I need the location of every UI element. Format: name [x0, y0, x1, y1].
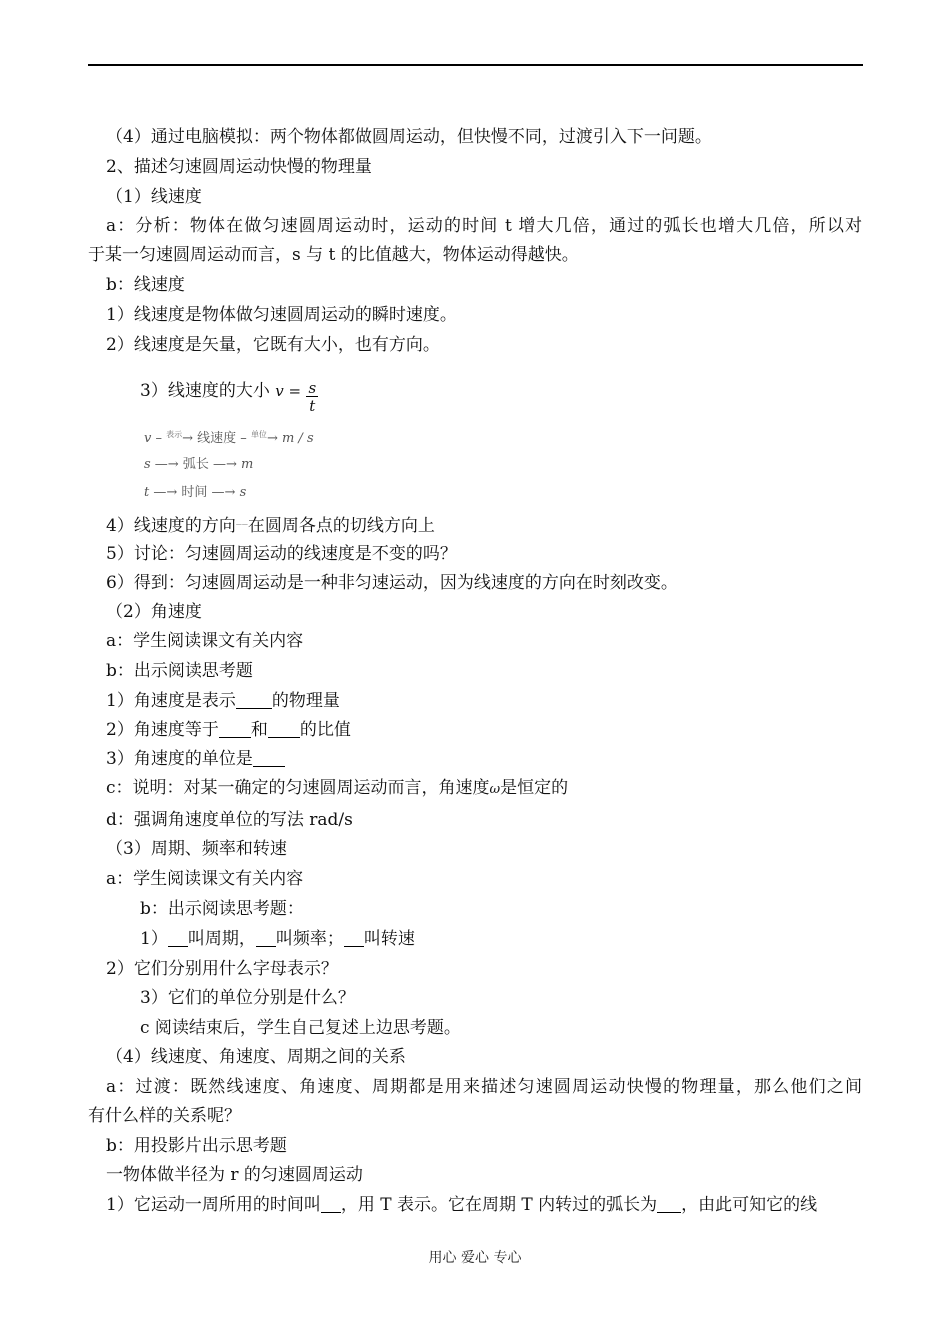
text-line [140, 928, 920, 950]
fill-blank [168, 930, 188, 947]
text-segment: 1）它运动一周所用的时间叫 [106, 1195, 321, 1215]
text-line: （2）角速度 [106, 602, 202, 622]
text-segment: ，用 T 表示。它在周期 T 内转过的弧长为 [340, 1195, 658, 1215]
formula-row: v – $^{表示}$→ 线速度 – $^{单位}$→ m / s [144, 430, 314, 446]
symbol: t [144, 485, 150, 500]
text-line: b：出示阅读思考题 [106, 661, 253, 681]
text-segment: c：说明：对某一确定的匀速圆周运动而言，角速度 [106, 778, 490, 798]
symbol: v [144, 431, 152, 446]
text-line: a：学生阅读课文有关内容 [106, 631, 304, 651]
text-line: 于某一匀速圆周运动而言，s 与 t 的比值越大，物体运动得越快。 [88, 245, 579, 265]
text-line: 2）线速度是矢量，它既有大小，也有方向。 [106, 335, 440, 355]
text-segment: 的物理量 [271, 691, 340, 711]
text-line: c 阅读结束后，学生自己复述上边思考题。 [140, 1018, 461, 1038]
text-label: 3）线速度的大小 [140, 381, 270, 401]
page-footer: 用心 爱心 专心 [428, 1250, 522, 1266]
text-line [106, 1194, 866, 1216]
text-line [106, 719, 886, 741]
text-line: a：学生阅读课文有关内容 [106, 869, 304, 889]
text-line: b：线速度 [106, 275, 185, 295]
fill-blank [268, 721, 300, 738]
unit: m [241, 457, 254, 472]
text-line: 5）讨论：匀速圆周运动的线速度是不变的吗？ [106, 544, 457, 564]
text-line: a：分析：物体在做匀速圆周运动时，运动的时间 t 增大几倍，通过的弧长也增大几倍，所以对 [106, 216, 862, 236]
text-segment: 4）线速度的方向 [106, 516, 236, 536]
header-rule [88, 64, 863, 66]
text-line: 4）线速度的方向——在圆周各点的切线方向上 [106, 516, 435, 536]
text-line: （4）线速度、角速度、周期之间的关系 [106, 1047, 406, 1067]
label: 弧长 [182, 457, 209, 472]
fill-blank [219, 721, 251, 738]
text-segment: 叫转速 [363, 929, 415, 949]
text-line: 一物体做半径为 r 的匀速圆周运动 [106, 1165, 363, 1185]
text-segment: 和 [250, 720, 268, 740]
text-line [106, 777, 886, 801]
text-segment: 叫频率； [275, 929, 344, 949]
text-line: 3）它们的单位分别是什么？ [140, 988, 355, 1008]
unit: m / s [281, 431, 314, 446]
text-line: 有什么样的关系呢？ [88, 1106, 241, 1126]
text-segment: 1） [140, 929, 168, 949]
omega-symbol: ω [489, 782, 501, 797]
text-line: a：过渡：既然线速度、角速度、周期都是用来描述匀速圆周运动快慢的物理量，那么他们之间 [106, 1077, 862, 1097]
text-line: （1）线速度 [106, 187, 202, 207]
text-line: 2）它们分别用什么字母表示？ [106, 959, 338, 979]
fill-blank [344, 930, 364, 947]
text-segment: 2）角速度等于 [106, 720, 219, 740]
text-segment: 的比值 [299, 720, 351, 740]
text-segment: 3）角速度的单位是 [106, 749, 253, 769]
formula-v: v = [275, 382, 302, 400]
text-line: b：用投影片出示思考题 [106, 1136, 287, 1156]
fill-blank [657, 1196, 681, 1213]
formula-row: t —→ 时间 —→ s [144, 485, 247, 500]
text-segment: 在圆周各点的切线方向上 [247, 516, 435, 536]
unit: s [239, 485, 247, 500]
text-line: 2、描述匀速圆周运动快慢的物理量 [106, 157, 372, 177]
text-line [106, 748, 886, 770]
text-line: 1）线速度是物体做匀速圆周运动的瞬时速度。 [106, 305, 457, 325]
label: 时间 [181, 485, 208, 500]
formula-row: s —→ 弧长 —→ m [144, 457, 254, 472]
arrow-tag: 表示 [166, 430, 183, 439]
text-line: （4）通过电脑模拟：两个物体都做圆周运动，但快慢不同，过渡引入下一问题。 [106, 127, 712, 147]
fraction [306, 380, 318, 415]
text-line [106, 690, 886, 712]
formula-line [140, 374, 920, 415]
fill-blank [236, 692, 272, 709]
text-segment: 是恒定的 [500, 778, 569, 798]
fill-blank [253, 750, 285, 767]
text-segment: 叫周期， [187, 929, 256, 949]
text-line: b：出示阅读思考题： [140, 899, 304, 919]
symbol: s [144, 457, 151, 472]
text-line: d：强调角速度单位的写法 rad/s [106, 810, 353, 830]
label: 线速度 [197, 431, 237, 446]
text-segment: 1）角速度是表示 [106, 691, 236, 711]
fraction-denominator: t [309, 397, 316, 415]
text-line: 6）得到：匀速圆周运动是一种非匀速运动，因为线速度的方向在时刻改变。 [106, 573, 678, 593]
fill-blank [256, 930, 276, 947]
text-segment: ，由此可知它的线 [681, 1195, 818, 1215]
text-line: （3）周期、频率和转速 [106, 839, 287, 859]
fraction-numerator: s [308, 379, 317, 397]
arrow-tag: 单位 [250, 430, 267, 439]
fill-blank [321, 1196, 341, 1213]
